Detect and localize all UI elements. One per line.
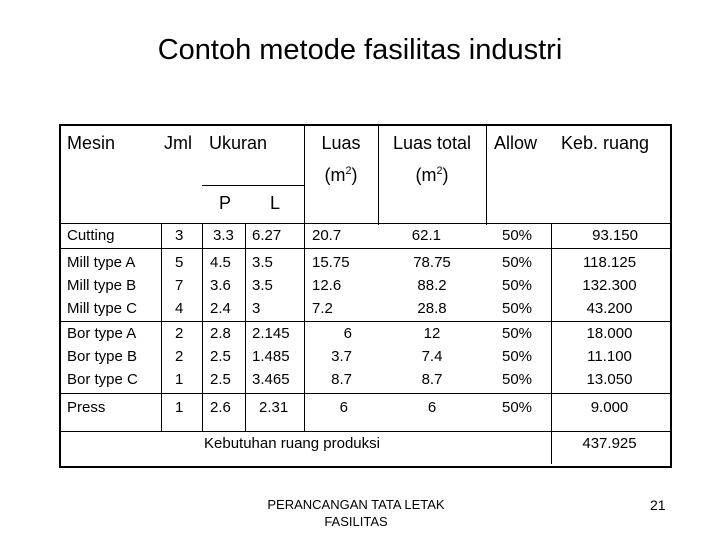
table-cell-jml: 3 bbox=[175, 227, 184, 244]
table-cell-luas: 15.75 12.6 7.2 bbox=[312, 254, 350, 317]
header-keb-ruang: Keb. ruang bbox=[561, 133, 650, 153]
table-cell-total: 12 7.4 8.7 bbox=[421, 325, 443, 388]
table-cell-luas: 20.7 bbox=[312, 227, 342, 244]
table-cell-luas: 6 bbox=[339, 399, 348, 416]
slide-title: Contoh metode fasilitas industri bbox=[157, 34, 563, 66]
table-cell-mesin: Mill type A Mill type B Mill type C bbox=[67, 254, 138, 317]
table-cell-l: 2.31 bbox=[259, 399, 289, 416]
table-cell-p: 2.8 2.5 2.5 bbox=[210, 325, 231, 388]
row-divider bbox=[59, 248, 670, 249]
table-cell-allow: 50% bbox=[502, 227, 533, 244]
col-divider bbox=[161, 223, 162, 431]
table-cell-mesin: Bor type A Bor type B Bor type C bbox=[67, 325, 138, 388]
col-divider bbox=[245, 223, 246, 431]
table-cell-mesin: Cutting bbox=[67, 227, 115, 244]
table-cell-keb: 18.000 11.100 13.050 bbox=[586, 325, 633, 388]
row-divider bbox=[59, 393, 670, 394]
table-cell-allow: 50% 50% 50% bbox=[502, 254, 533, 317]
table-cell-mesin: Press bbox=[67, 399, 106, 416]
header-luas-unit: $(m^2)$ bbox=[324, 165, 358, 185]
col-divider bbox=[486, 124, 487, 225]
header-luas: Luas bbox=[321, 133, 361, 153]
table-cell-jml: 2 2 1 bbox=[175, 325, 184, 388]
table-cell-jml: 5 7 4 bbox=[175, 254, 184, 317]
table-cell-l: 2.145 1.485 3.465 bbox=[252, 325, 290, 388]
table-cell-total: 62.1 bbox=[411, 227, 441, 244]
row-divider bbox=[202, 185, 304, 186]
header-luas-total: Luas total bbox=[392, 133, 472, 153]
footer-line-2: FASILITAS bbox=[324, 514, 388, 529]
footer-text bbox=[236, 496, 476, 530]
table-cell-keb: 93.150 bbox=[592, 227, 638, 244]
table-cell-keb: 9.000 bbox=[590, 399, 629, 416]
summary-label: Kebutuhan ruang produksi bbox=[204, 435, 380, 452]
header-l: L bbox=[270, 193, 281, 213]
table-cell-p: 4.5 3.6 2.4 bbox=[210, 254, 231, 317]
header-jml: Jml bbox=[164, 133, 192, 153]
table-cell-p: 2.6 bbox=[210, 399, 231, 416]
table-cell-keb: 118.125 132.300 43.200 bbox=[582, 254, 637, 317]
table-cell-total: 78.75 88.2 28.8 bbox=[413, 254, 451, 317]
table-cell-l: 6.27 bbox=[252, 227, 282, 244]
page-number: 21 bbox=[650, 497, 666, 513]
table-cell-allow: 50% bbox=[502, 399, 533, 416]
header-mesin: Mesin bbox=[67, 133, 116, 153]
header-luas-total-unit: $(m^2)$ bbox=[415, 165, 449, 185]
summary-value: 437.925 bbox=[582, 435, 637, 452]
col-divider bbox=[202, 223, 203, 431]
header-ukuran: Ukuran bbox=[209, 133, 268, 153]
table-cell-jml: 1 bbox=[175, 399, 184, 416]
footer-line-1: PERANCANGAN TATA LETAK bbox=[267, 497, 445, 512]
table-cell-p: 3.3 bbox=[213, 227, 234, 244]
table-cell-l: 3.5 3.5 3 bbox=[252, 254, 273, 317]
header-allow: Allow bbox=[494, 133, 538, 153]
header-p: P bbox=[219, 193, 232, 213]
table-cell-allow: 50% 50% 50% bbox=[502, 325, 533, 388]
table-cell-luas: 6 3.7 8.7 bbox=[331, 325, 352, 388]
table-cell-total: 6 bbox=[427, 399, 437, 416]
